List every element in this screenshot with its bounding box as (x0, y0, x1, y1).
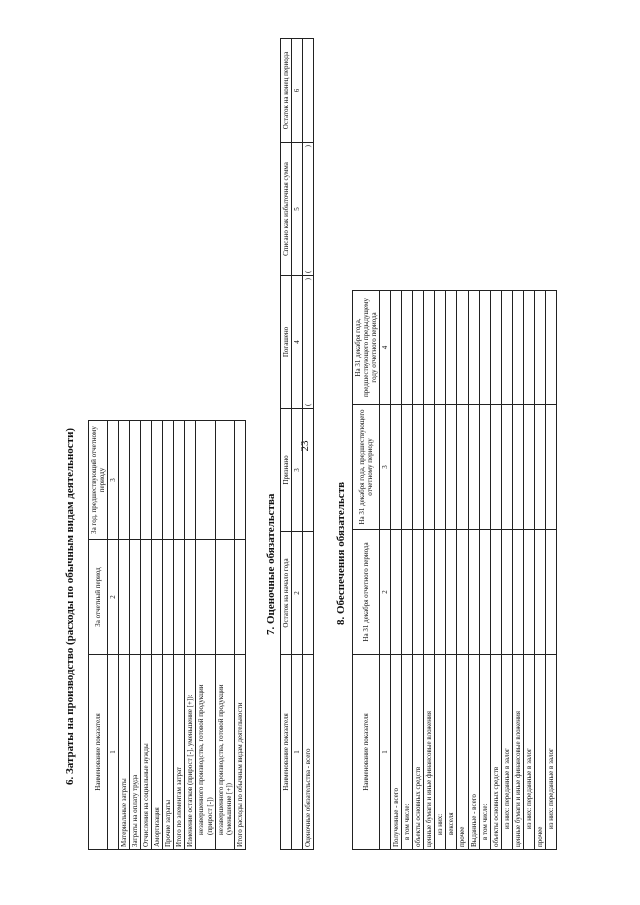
section6-number-row (108, 421, 119, 850)
s7-num-4: 4 (292, 276, 303, 409)
table-row (303, 39, 314, 850)
table-row (545, 291, 556, 850)
s6-num-3: 3 (108, 421, 119, 540)
table-row (424, 291, 435, 850)
row-label: незавершенного производства, готовой продукции (уменьшение [+]) (215, 655, 234, 850)
section8-number-row (380, 291, 391, 850)
row-label: незавершенного производства, готовой продукции (прирост [-]) (196, 655, 215, 850)
row-label: прочее (534, 655, 545, 850)
table-row (468, 291, 479, 850)
table-row (185, 421, 196, 850)
row-label: объекты основных средств (490, 655, 501, 850)
table-row (234, 421, 245, 850)
s6-num-1: 1 (108, 655, 119, 850)
table-row (174, 421, 185, 850)
row-label: из них: (435, 655, 446, 850)
paren-cell: ( ) (304, 278, 313, 406)
section7-number-row (292, 39, 303, 850)
row-label: Итого расходы по обычным видам деятельности (234, 655, 245, 850)
table-row (457, 291, 468, 850)
s8-num-4: 4 (380, 291, 391, 405)
row-label: в том числе: (402, 655, 413, 850)
s6-header-current: За отчетный период (89, 540, 108, 655)
section6-title: 6. Затраты на производство (расходы по обычным видам деятельности) (64, 427, 76, 785)
table-row (435, 291, 446, 850)
s7-header-repaid: Погашено (281, 276, 292, 409)
s7-header-recognized: Признано (281, 409, 292, 532)
s8-header-previous: На 31 декабря года, предшествующего отчетному периоду (353, 405, 380, 530)
row-label: ценные бумаги и иные финансовые вложения (512, 655, 523, 850)
s6-num-2: 2 (108, 540, 119, 655)
section7-title: 7. Оценочные обязательства (265, 493, 277, 635)
s7-num-5: 5 (292, 143, 303, 276)
table-row (391, 291, 402, 850)
s7-num-2: 2 (292, 532, 303, 655)
table-row (479, 291, 490, 850)
s8-header-current: На 31 декабря отчетного периода (353, 530, 380, 655)
section6-table (88, 420, 246, 850)
row-label: прочее (457, 655, 468, 850)
s8-num-3: 3 (380, 405, 391, 530)
table-row (501, 291, 512, 850)
section8-title: 8. Обеспечения обязательств (335, 481, 347, 625)
s7-header-name: Наименование показателя (281, 655, 292, 850)
row-label: из них: переданные в залог (545, 655, 556, 850)
s6-header-previous: За год, предшествующий отчетному периоду (89, 421, 108, 540)
row-label: векселя (446, 655, 457, 850)
paren-cell: ( ) (304, 145, 313, 273)
section8-table (352, 290, 557, 850)
row-label: Полученные - всего (391, 655, 402, 850)
row-label: Выданные - всего (468, 655, 479, 850)
table-row (512, 291, 523, 850)
section7-header-row (281, 39, 292, 850)
row-label: Изменение остатков (прирост [-], уменьшение [+]): (185, 655, 196, 850)
row-label: ценные бумаги и иные финансовые вложения (424, 655, 435, 850)
s7-num-6: 6 (292, 39, 303, 143)
table-row (402, 291, 413, 850)
section7-table (280, 38, 314, 850)
table-row (446, 291, 457, 850)
section8-header-row (353, 291, 380, 850)
row-label: Отчисления на социальные нужды (141, 655, 152, 850)
s7-header-written-off: Списано как избыточная сумма (281, 143, 292, 276)
s7-header-closing: Остаток на конец периода (281, 39, 292, 143)
table-row (130, 421, 141, 850)
row-label: из них: переданные в залог (501, 655, 512, 850)
row-label: Прочие затраты (163, 655, 174, 850)
s8-header-name: Наименование показателя (353, 655, 380, 850)
table-row (523, 291, 534, 850)
s7-header-opening: Остаток на начало года (281, 532, 292, 655)
row-label: Затраты на оплату труда (130, 655, 141, 850)
s6-header-name: Наименование показателя (89, 655, 108, 850)
table-row (141, 421, 152, 850)
row-label: объекты основных средств (413, 655, 424, 850)
s7-num-1: 1 (292, 655, 303, 850)
row-label: из них: переданные в залог (523, 655, 534, 850)
table-row (119, 421, 130, 850)
s8-header-before-previous: На 31 декабря года, предшествующего предыдущему году отчетного периода (353, 291, 380, 405)
table-row (534, 291, 545, 850)
row-label: Оценочные обязательства - всего (303, 655, 314, 850)
section6-header-row (89, 421, 108, 850)
s8-num-2: 2 (380, 530, 391, 655)
page-number: 23 (299, 440, 311, 452)
table-row (215, 421, 234, 850)
row-label: в том числе: (479, 655, 490, 850)
row-label: Материальные затраты (119, 655, 130, 850)
row-label: Амортизация (152, 655, 163, 850)
table-row (196, 421, 215, 850)
table-row (152, 421, 163, 850)
row-label: Итого по элементам затрат (174, 655, 185, 850)
table-row (490, 291, 501, 850)
s7-num-3: 3 (292, 409, 303, 532)
table-row (413, 291, 424, 850)
s8-num-1: 1 (380, 655, 391, 850)
table-row (163, 421, 174, 850)
